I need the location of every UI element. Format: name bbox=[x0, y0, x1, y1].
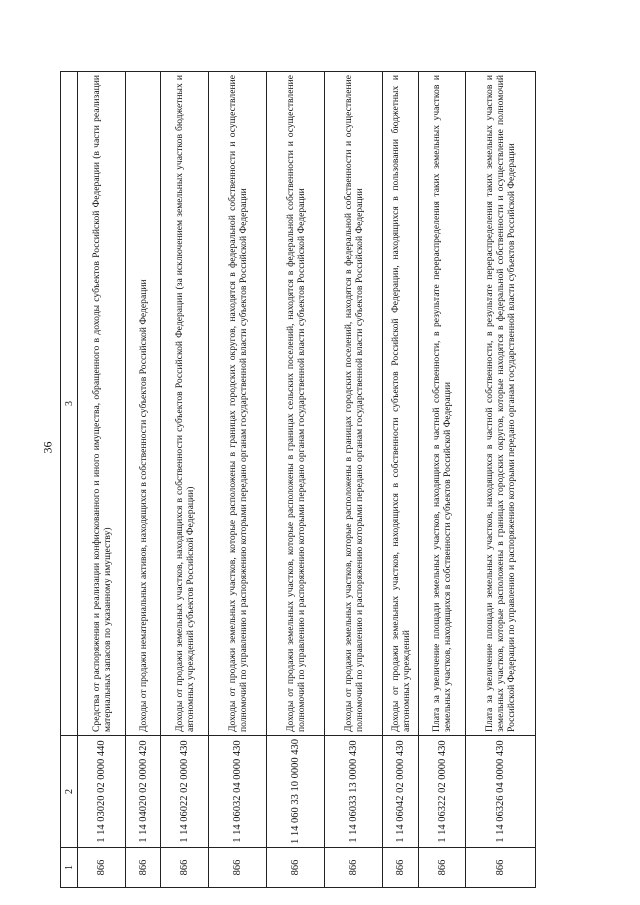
description-cell: Средства от распоряжения и реализации конфискованного и иного имущества, обращенного в доходы субъектов Российской Федерации (в части реализации материальных запасов по указанному имуществу) bbox=[78, 72, 126, 736]
table-header-row bbox=[61, 72, 78, 888]
description-cell: Доходы от продажи земельных участков, которые расположены в границах городских округов, находятся в федеральной собственности и осуществление полномочий по управлению и распоряжению которыми передано органам государственной власти субъектов Российской Федерации bbox=[209, 72, 267, 736]
table-row bbox=[383, 72, 419, 888]
rotated-table-wrapper bbox=[60, 72, 530, 888]
table-row bbox=[126, 72, 161, 888]
table-row bbox=[209, 72, 267, 888]
admin-code-cell: 866 bbox=[267, 848, 325, 888]
admin-code-cell: 866 bbox=[78, 848, 126, 888]
table-row bbox=[325, 72, 383, 888]
table-row bbox=[466, 72, 536, 888]
page-number: 36 bbox=[40, 441, 55, 454]
admin-code-cell: 866 bbox=[126, 848, 161, 888]
description-cell: Плата за увеличение площади земельных участков, находящихся в частной собственности, в результате перераспределения таких земельных участков и земельных участков, находящихся в собственности субъектов Российской Федерации bbox=[419, 72, 466, 736]
description-cell: Доходы от продажи земельных участков, находящихся в собственности субъектов Российской Федерации, находящихся в пользовании бюджетных и автономных учреждений bbox=[383, 72, 419, 736]
revenue-code-cell: 1 14 06022 02 0000 430 bbox=[161, 736, 209, 848]
revenue-code-cell: 1 14 06032 04 0000 430 bbox=[209, 736, 267, 848]
header-col-2: 2 bbox=[61, 736, 78, 848]
table-row bbox=[161, 72, 209, 888]
header-col-1: 1 bbox=[61, 848, 78, 888]
revenue-code-cell: 1 14 04020 02 0000 420 bbox=[126, 736, 161, 848]
revenue-code-cell: 1 14 06042 02 0000 430 bbox=[383, 736, 419, 848]
revenue-code-cell: 1 14 060 33 10 0000 430 bbox=[267, 736, 325, 848]
revenue-code-cell: 1 14 03020 02 0000 440 bbox=[78, 736, 126, 848]
description-cell: Доходы от продажи земельных участков, которые расположены в границах сельских поселений, находятся в федеральной собственности и осуществление полномочий по управлению и распоряжению которыми передано органам государственной власти субъектов Российской Федерации bbox=[267, 72, 325, 736]
admin-code-cell: 866 bbox=[466, 848, 536, 888]
admin-code-cell: 866 bbox=[325, 848, 383, 888]
admin-code-cell: 866 bbox=[209, 848, 267, 888]
description-cell: Доходы от продажи нематериальных активов, находящихся в собственности субъектов Российской Федерации bbox=[126, 72, 161, 736]
description-cell: Доходы от продажи земельных участков, находящихся в собственности субъектов Российской Федерации (за исключением земельных участков бюджетных и автономных учреждений субъектов Российской Федерации) bbox=[161, 72, 209, 736]
admin-code-cell: 866 bbox=[161, 848, 209, 888]
table-row bbox=[419, 72, 466, 888]
revenue-code-cell: 1 14 06326 04 0000 430 bbox=[466, 736, 536, 848]
description-cell: Плата за увеличение площади земельных участков, находящихся в частной собственности, в результате перераспределения таких земельных участков и земельных участков, которые расположены в границах городских округов, которые находятся в федеральной собственности и осуществление полномочий Российской Федерации по управлению и распоряжению которыми передано органам государственной власти субъектов Российской Федерации bbox=[466, 72, 536, 736]
admin-code-cell: 866 bbox=[419, 848, 466, 888]
revenue-code-cell: 1 14 06033 13 0000 430 bbox=[325, 736, 383, 848]
header-col-3: 3 bbox=[61, 72, 78, 736]
table-row bbox=[267, 72, 325, 888]
admin-code-cell: 866 bbox=[383, 848, 419, 888]
revenue-codes-table bbox=[60, 71, 536, 888]
revenue-code-cell: 1 14 06322 02 0000 430 bbox=[419, 736, 466, 848]
description-cell: Доходы от продажи земельных участков, которые расположены в границах городских поселений, находятся в федеральной собственности и осуществление полномочий по управлению и распоряжению которыми передано органам государственной власти субъектов Российской Федерации bbox=[325, 72, 383, 736]
table-row bbox=[78, 72, 126, 888]
